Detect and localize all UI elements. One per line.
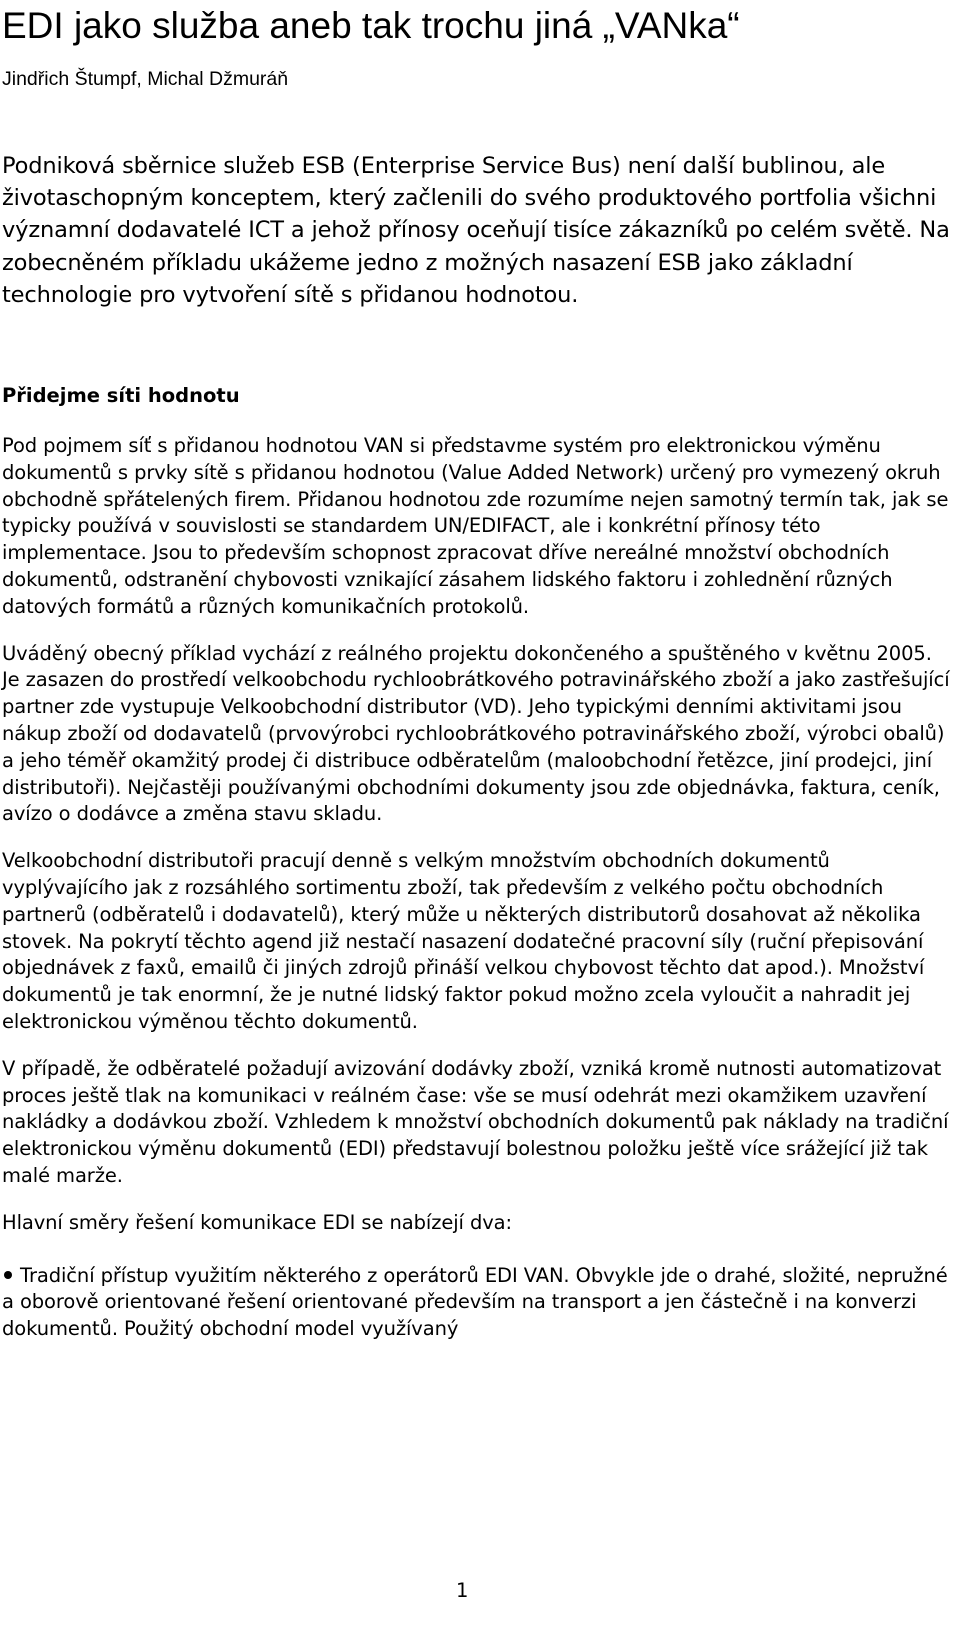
document-title: EDI jako služba aneb tak trochu jiná „VANka“ (2, 5, 740, 46)
paragraph-3: Velkoobchodní distributoři pracují denně s velkým množstvím obchodních dokumentů vyplývajícího jak z rozsáhlého sortimentu zboží, tak především z velkého počtu obchodních partnerů (odběratelů i dodavatelů), který může u některých distributorů dosahovat až několika stovek. Na pokrytí těchto agend již nestačí nasazení dodatečné pracovní síly (ruční přepisování objednávek z faxů, emailů či jiných zdrojů přináší velkou chybovost těchto dat apod.). Množství dokumentů je tak enormní, že je nutné lidský faktor pokud možno zcela vyloučit a nahradit jej elektronickou výměnou těchto dokumentů. (2, 849, 925, 1033)
document-abstract: Podniková sběrnice služeb ESB (Enterprise Service Bus) není další bublinou, ale životaschopným konceptem, který začlenili do svého produktového portfolia všichni významní dodavatelé ICT a jehož přínosy oceňují tisíce zákazníků po celém světě. Na zobecněném příkladu ukážeme jedno z možných nasazení ESB jako základní technologie pro vytvoření sítě s přidanou hodnotou. (2, 153, 950, 308)
document-page (2, 0, 952, 1343)
document-authors: Jindřich Štumpf, Michal Džmuráň (2, 68, 289, 90)
section-heading: Přidejme síti hodnotu (2, 384, 240, 408)
bullet-icon (4, 1271, 12, 1279)
paragraph-4: V případě, že odběratelé požadují avizování dodávky zboží, vzniká kromě nutnosti automatizovat proces ještě tlak na komunikaci v reálném čase: vše se musí odehrát mezi okamžikem uzavření nakládky a dodávkou zboží. Vzhledem k množství obchodních dokumentů pak náklady na tradiční elektronickou výměnu dokumentů (EDI) představují bolestnou položku ještě více srážející již tak malé marže. (2, 1056, 949, 1187)
page-number: 1 (456, 1579, 469, 1602)
bullet-text: Tradiční přístup využitím některého z operátorů EDI VAN. Obvykle jde o drahé, složité, nepružné a oborově orientované řešení orientované především na transport a jen částečně i na konverzi dokumentů. Použitý obchodní model využívaný (2, 1263, 948, 1341)
bullet-list (2, 1263, 952, 1343)
list-item (2, 1263, 952, 1343)
paragraph-2: Uváděný obecný příklad vychází z reálného projektu dokončeného a spuštěného v květnu 2005. Je zasazen do prostředí velkoobchodu rychloobrátkového potravinářského zboží a jako zastřešující partner zde vystupuje Velkoobchodní distributor (VD). Jeho typickými denními aktivitami jsou nákup zboží od dodavatelů (prvovýrobci rychloobrátkového potravinářského zboží, výrobci obalů) a jeho téměř okamžitý prodej či distribuce odběratelům (maloobchodní řetězce, jiní prodejci, jiní distributoři). Nejčastěji používanými obchodními dokumenty jsou zde objednávka, faktura, ceník, avízo o dodávce a změna stavu skladu. (2, 641, 950, 826)
paragraph-5: Hlavní směry řešení komunikace EDI se nabízejí dva: (2, 1210, 512, 1234)
paragraph-1: Pod pojmem síť s přidanou hodnotou VAN si představme systém pro elektronickou výměnu dokumentů s prvky sítě s přidanou hodnotou (Value Added Network) určený pro vymezený okruh obchodně spřátelených firem. Přidanou hodnotou zde rozumíme nejen samotný termín tak, jak se typicky používá v souvislosti se standardem UN/EDIFACT, ale i konkrétní přínosy této implementace. Jsou to především schopnost zpracovat dříve nereálné množství obchodních dokumentů, odstranění chybovosti vznikající zásahem lidského faktoru i zohlednění různých datových formátů a různých komunikačních protokolů. (2, 434, 949, 618)
